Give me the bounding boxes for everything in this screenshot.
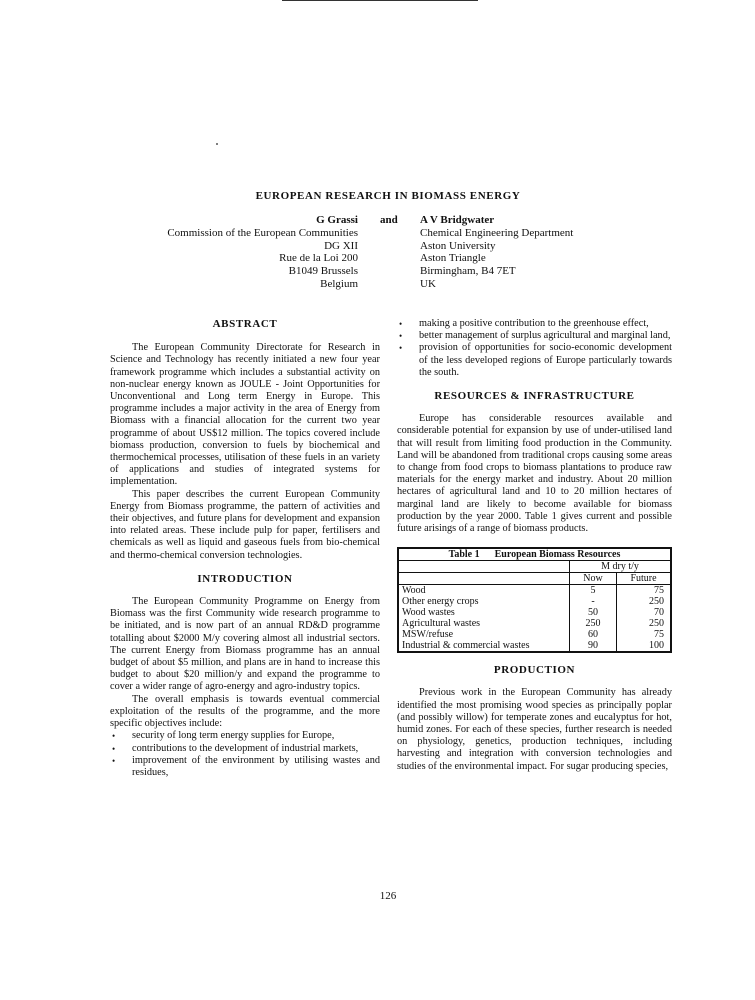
row-label: MSW/refuse — [398, 629, 570, 640]
top-rule — [282, 0, 478, 1]
author-right-line: Aston Triangle — [420, 252, 486, 265]
table-row — [398, 640, 671, 652]
page-number: 126 — [379, 890, 397, 902]
production-heading: PRODUCTION — [493, 664, 576, 677]
author-left-name: G Grassi — [316, 214, 358, 226]
table-row — [398, 596, 671, 607]
table-header-now: Now — [570, 573, 617, 585]
author-right-line: UK — [420, 277, 436, 290]
table-row — [398, 618, 671, 629]
author-left-line: Commission of the European Communities — [167, 226, 358, 239]
author-left-line: Rue de la Loi 200 — [279, 252, 358, 265]
introduction-paragraph: The overall emphasis is towards eventual commercial exploitation of the results of the programme, and the more specific objectives include: — [110, 693, 380, 730]
author-and: and — [380, 214, 398, 226]
resources-paragraph: Europe has considerable resources available and considerable potential for expansion by use of under-utilised land that will result from limiting food production in the Community. Land will be abandoned from traditional crops causing some areas to change from food crops to biomass plantations to produce raw materials for the energy market and industry. About 20 million hectares of agricultural land and 10 to 20 million hectares of marginal land are likely to become available for biomass production by the year 2000. Table 1 gives current and possible future arisings of a range of biomass products. — [397, 413, 672, 535]
list-item: • provision of opportunities for socio-economic development of the less developed regions of Europe particularly towards the south. — [397, 342, 672, 379]
objectives-list-continued — [397, 318, 672, 379]
table-header-future: Future — [617, 573, 672, 585]
introduction-heading: INTRODUCTION — [197, 572, 293, 585]
author-right-block — [420, 214, 573, 291]
row-future: 100 — [617, 640, 672, 652]
author-right-line: Aston University — [420, 239, 496, 252]
table-row — [398, 629, 671, 640]
row-now: 50 — [570, 607, 617, 618]
scan-speck — [216, 143, 218, 145]
author-left-line: Belgium — [320, 277, 358, 290]
list-item: • contributions to the development of industrial markets, — [110, 743, 380, 755]
author-right-line: Birmingham, B4 7ET — [420, 265, 516, 278]
abstract-heading: ABSTRACT — [212, 318, 278, 330]
list-item: • making a positive contribution to the greenhouse effect, — [397, 318, 672, 330]
author-right-name: A V Bridgwater — [420, 214, 495, 226]
row-label: Industrial & commercial wastes — [398, 640, 570, 652]
abstract-paragraph: This paper describes the current European Community Energy from Biomass programme, the pattern of activities and their objectives, and future plans for development and expansion into related areas. These include pulp for paper, fertilisers and chemicals as well as liquid and gaseous fuels from bio-chemical and thermo-chemical conversion technologies. — [110, 488, 380, 561]
list-item: • better management of surplus agricultural and marginal land, — [397, 330, 672, 342]
row-future: 250 — [617, 596, 672, 607]
right-column — [397, 318, 672, 773]
table-unit: M dry t/y — [570, 561, 672, 573]
table-caption: Table 1 European Biomass Resources — [398, 548, 671, 561]
paper-title: EUROPEAN RESEARCH IN BIOMASS ENERGY — [255, 190, 521, 202]
production-paragraph: Previous work in the European Community has already identified the most promising wood species as principally poplar (and possibly willow) for temperate zones and eucalyptus for hot, humid zones. For each of these species, further research is needed on physiology, genetics, production techniques, including harvesting and integration with conversion technologies and studies of the environmental impact. For sugar producing species, — [397, 687, 672, 772]
resources-heading: RESOURCES & INFRASTRUCTURE — [434, 390, 635, 403]
introduction-paragraph: The European Community Programme on Energy from Biomass was the first Community wide research programme to be initiated, and is now part of an annual RD&D programme totalling about $2000 M/y covering almost all industrial sectors. The current Energy from Biomass programme has an annual budget of about $5 million, and plans are in hand to increase this budget to about $20 million/y and expand the programme to cover a wider range of agro-energy and agro-industry topics. — [110, 596, 380, 693]
author-left-line: DG XII — [324, 239, 358, 252]
author-left-block — [167, 214, 358, 291]
table-row — [398, 607, 671, 618]
row-label: Agricultural wastes — [398, 618, 570, 629]
list-item: • security of long term energy supplies for Europe, — [110, 730, 380, 742]
abstract-paragraph: The European Community Directorate for Research in Science and Technology has recently initiated a new four year framework programme which includes a substantial activity on non-nuclear energy known as JOULE - Joint Opportunities for Unconventional and Long term Energy in Europe. This programme includes a major activity in the area of Energy from Biomass with a financial allocation for the current two year programme of about US$12 million. The topics covered include biomass production, conversion to fuels by biochemical and thermochemical processes, utilisation of these fuels in an variety of applications and studies of integrated systems for implementation. — [110, 342, 380, 488]
row-future: 75 — [617, 629, 672, 640]
row-now: 5 — [570, 585, 617, 597]
row-now: 60 — [570, 629, 617, 640]
row-future: 250 — [617, 618, 672, 629]
author-right-line: Chemical Engineering Department — [420, 226, 574, 239]
objectives-list — [110, 730, 380, 779]
row-label: Other energy crops — [398, 596, 570, 607]
row-future: 70 — [617, 607, 672, 618]
left-column — [110, 318, 380, 779]
list-item: • improvement of the environment by utilising wastes and residues, — [110, 755, 380, 779]
row-now: 90 — [570, 640, 617, 652]
row-label: Wood — [398, 585, 570, 597]
row-now: - — [570, 596, 617, 607]
biomass-resources-table — [397, 547, 672, 653]
author-left-line: B1049 Brussels — [288, 265, 358, 278]
table-row — [398, 585, 671, 597]
row-future: 75 — [617, 585, 672, 597]
row-now: 250 — [570, 618, 617, 629]
row-label: Wood wastes — [398, 607, 570, 618]
